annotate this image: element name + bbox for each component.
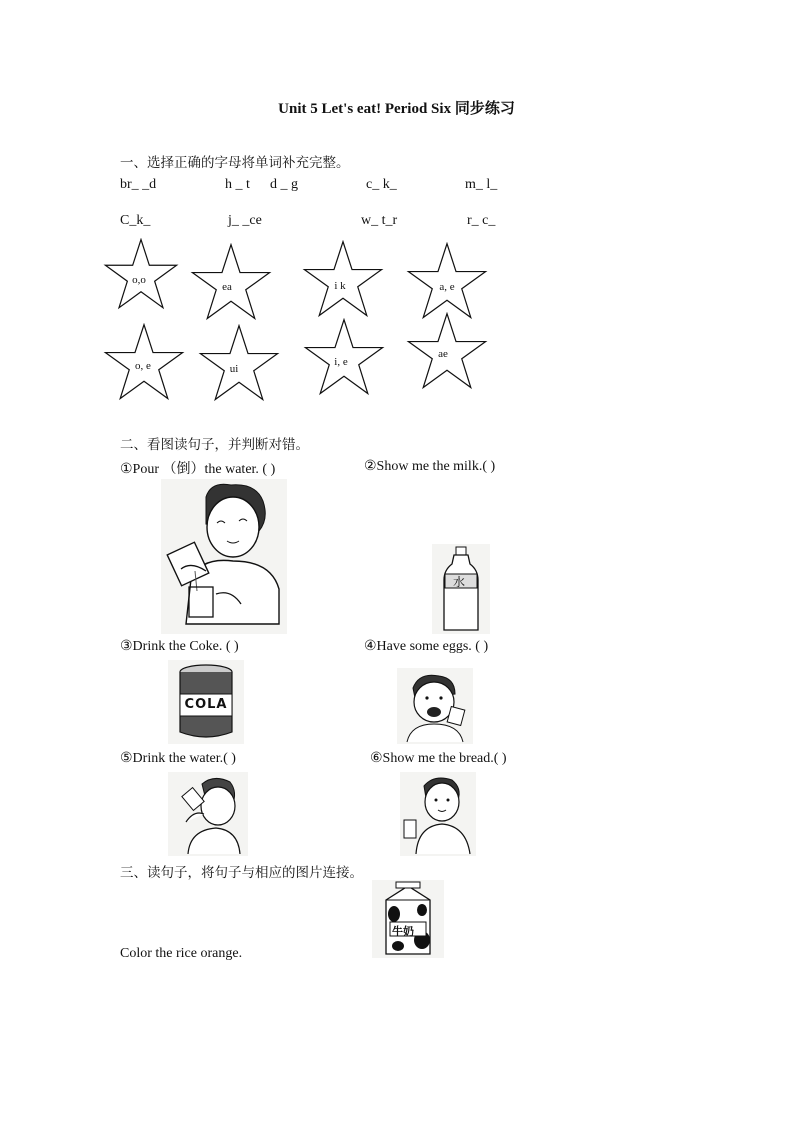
star-letters: o,o [132, 274, 146, 286]
boy-showing-picture [400, 772, 476, 856]
section2-heading: 二、看图读句子，并判断对错。 [120, 437, 309, 453]
word-blank: r_ c_ [467, 213, 496, 228]
page-title: Unit 5 Let's eat! Period Six 同步练习 [278, 101, 515, 117]
star-letters: i k [334, 280, 346, 292]
sentence-item-3: ③Drink the Coke. ( ) [120, 639, 239, 654]
word-blank: h _ t [225, 177, 250, 192]
match-sentence: Color the rice orange. [120, 946, 243, 961]
star-letters: ae [438, 348, 448, 360]
carton-label: 牛奶 [392, 925, 414, 938]
sentence-item-6: ⑥Show me the bread.( ) [370, 751, 507, 766]
star-letters: o, e [135, 360, 151, 372]
word-blank: br_ _d [120, 177, 157, 192]
star-letters: i, e [334, 356, 348, 368]
star-letters: a, e [439, 281, 455, 293]
milk-carton-picture [372, 880, 444, 958]
sentence-item-1: ①Pour （倒）the water. ( ) [120, 462, 276, 477]
word-blank: j_ _ce [228, 213, 262, 228]
boy-pouring-water-picture [161, 479, 287, 634]
water-bottle-picture [432, 544, 490, 634]
sentence-item-4: ④Have some eggs. ( ) [364, 639, 489, 654]
star-letters: ea [222, 281, 232, 293]
star-shape-icon [302, 240, 384, 318]
section1-heading: 一、选择正确的字母将单词补充完整。 [120, 155, 350, 171]
word-blank: c_ k_ [366, 177, 397, 192]
boy-eating-picture [397, 668, 473, 744]
sentence-item-2: ②Show me the milk.( ) [364, 459, 496, 474]
sentence-item-5: ⑤Drink the water.( ) [120, 751, 236, 766]
word-blank: m_ l_ [465, 177, 498, 192]
word-blank: C_k_ [120, 213, 151, 228]
star-letters: ui [229, 363, 239, 375]
bottle-label: 水 [453, 575, 466, 589]
word-blank: w_ t_r [361, 213, 398, 228]
can-label: COLA [184, 697, 228, 712]
cola-can-picture [168, 660, 244, 744]
section3-heading: 三、读句子，将句子与相应的图片连接。 [120, 865, 363, 881]
word-blank: d _ g [270, 177, 298, 192]
boy-drinking-picture [168, 772, 248, 856]
